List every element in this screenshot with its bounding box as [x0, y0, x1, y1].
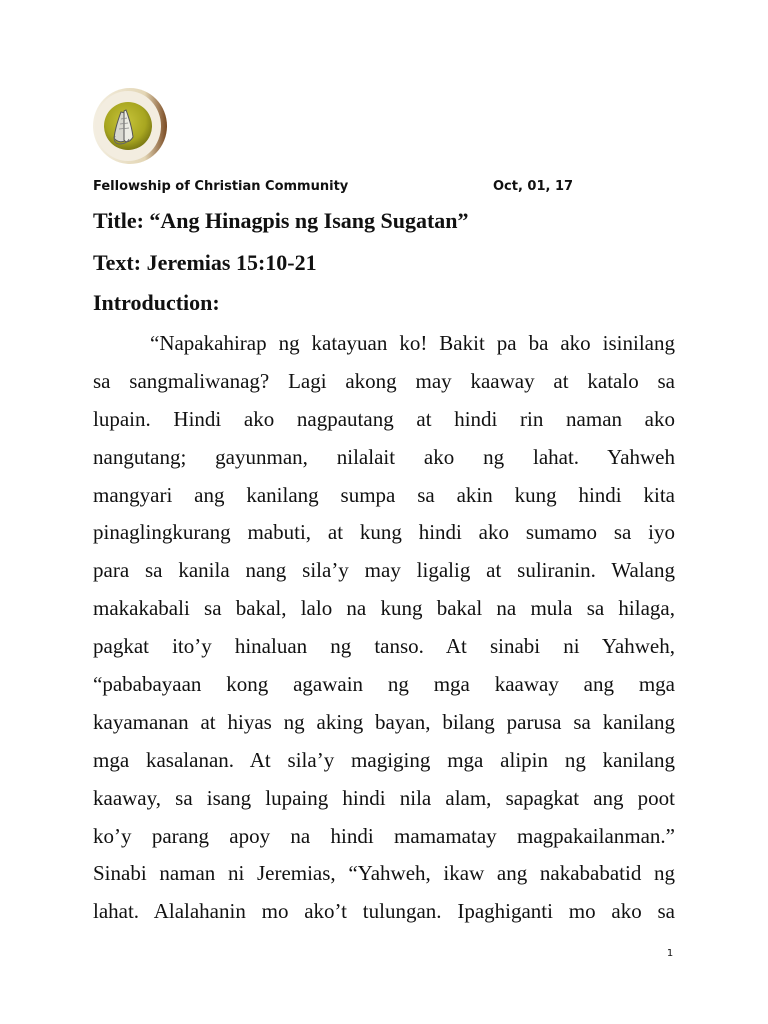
paragraph-line: para sa kanila nang sila’y may ligalig at suliranin. Walang	[93, 558, 675, 583]
paragraph-line: kayamanan at hiyas ng aking bayan, bilang parusa sa kanilang	[93, 709, 675, 734]
paragraph-line: kaaway, sa isang lupaing hindi nila alam, sapagkat ang poot	[93, 785, 675, 810]
paragraph-line: mga kasalanan. At sila’y magiging mga alipin ng kanilang	[93, 747, 675, 772]
paragraph-line: ko’y parang apoy na hindi mamamatay magpakailanman.”	[93, 823, 675, 848]
paragraph-line: makakabali sa bakal, lalo na kung bakal na mula sa hilaga,	[93, 596, 675, 621]
paragraph-line: nangutang; gayunman, nilalait ako ng lahat. Yahweh	[93, 444, 675, 469]
introduction-paragraph	[93, 325, 675, 931]
sermon-title: Title: “Ang Hinagpis ng Isang Sugatan”	[93, 208, 469, 233]
paragraph-line: pagkat ito’y hinaluan ng tanso. At sinabi ni Yahweh,	[93, 634, 675, 659]
paragraph-line: sa sangmaliwanag? Lagi akong may kaaway at katalo sa	[93, 368, 675, 393]
paragraph-line: mangyari ang kanilang sumpa sa akin kung hindi kita	[93, 482, 675, 507]
page-number: 1	[666, 948, 674, 959]
paragraph-line: “pababayaan kong agawain ng mga kaaway ang mga	[93, 672, 675, 697]
paragraph-line: “Napakahirap ng katayuan ko! Bakit pa ba ako isinilang	[150, 331, 675, 355]
introduction-heading: Introduction:	[93, 290, 220, 315]
organization-name: Fellowship of Christian Community	[93, 179, 349, 194]
logo	[91, 86, 169, 166]
paragraph-line: Sinabi naman ni Jeremias, “Yahweh, ikaw ang nakababatid ng	[93, 861, 675, 886]
document-header	[93, 176, 683, 198]
paragraph-line: pinaglingkurang mabuti, at kung hindi ako sumamo sa iyo	[93, 520, 675, 545]
scripture-reference: Text: Jeremias 15:10-21	[93, 250, 317, 275]
paragraph-line: lahat. Alalahanin mo ako’t tulungan. Ipaghiganti mo ako sa	[93, 899, 675, 924]
praying-hands-icon	[91, 86, 169, 166]
document-date: Oct, 01, 17	[493, 179, 574, 194]
paragraph-line: lupain. Hindi ako nagpautang at hindi rin naman ako	[93, 406, 675, 431]
